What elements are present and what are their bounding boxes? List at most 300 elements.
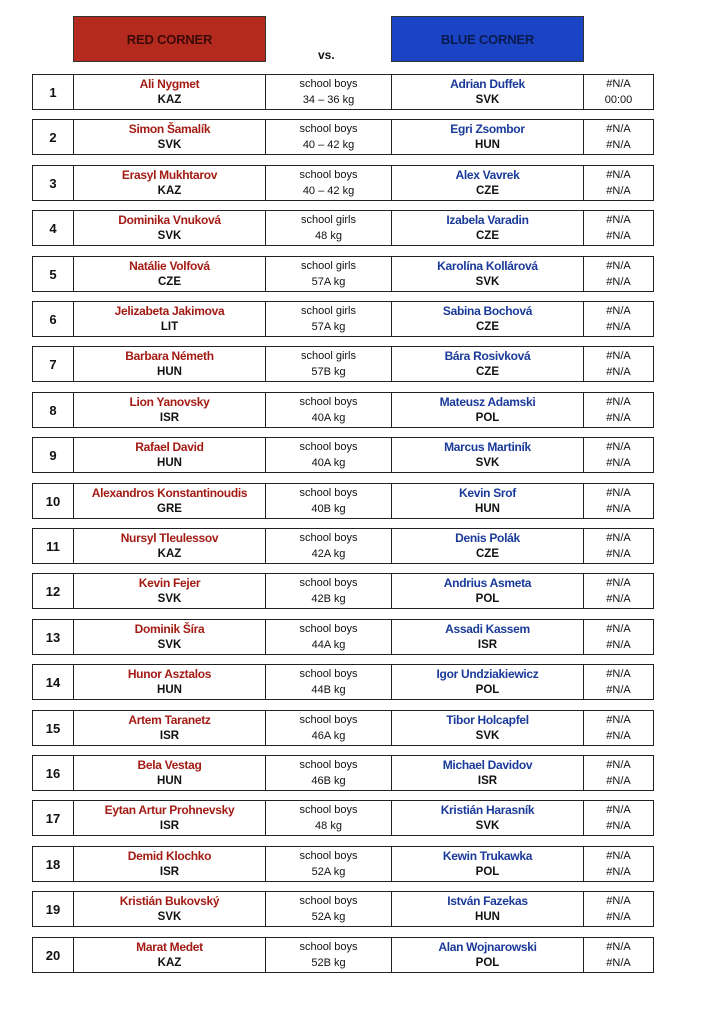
red-fighter-nation: CZE (158, 276, 181, 288)
bout-number: 18 (45, 856, 61, 872)
division-label: school girls (300, 214, 357, 226)
bout-row (32, 755, 654, 791)
result-value: #N/A (606, 123, 631, 135)
blue-fighter-cell (392, 620, 584, 654)
red-fighter-cell (74, 438, 266, 472)
red-fighter-cell (74, 393, 266, 427)
division-label: school boys (299, 487, 358, 499)
blue-fighter-nation: HUN (475, 503, 500, 515)
result-cell (584, 211, 653, 245)
red-fighter-name: Dominik Šíra (134, 622, 205, 636)
bout-number-cell (33, 574, 74, 608)
result-value: #N/A (606, 169, 631, 181)
vs-label: vs. (318, 48, 335, 62)
red-fighter-name: Erasyl Mukhtarov (121, 168, 218, 182)
blue-fighter-cell (392, 756, 584, 790)
result-value: #N/A (606, 260, 631, 272)
bout-row (32, 119, 654, 155)
bout-row (32, 483, 654, 519)
red-fighter-name: Lion Yanovsky (129, 395, 210, 409)
red-fighter-cell (74, 529, 266, 563)
red-corner-header: RED CORNER (73, 16, 266, 62)
bout-sheet-header (0, 0, 702, 70)
blue-fighter-cell (392, 438, 584, 472)
blue-corner-header: BLUE CORNER (391, 16, 584, 62)
weight-class: 40A kg (311, 412, 346, 424)
result-time: #N/A (606, 412, 631, 424)
bout-row (32, 846, 654, 882)
bout-number-cell (33, 529, 74, 563)
red-fighter-cell (74, 665, 266, 699)
blue-fighter-name: Bára Rosivková (444, 349, 531, 363)
bout-number-cell (33, 484, 74, 518)
result-value: #N/A (606, 895, 631, 907)
division-label: school boys (299, 668, 358, 680)
weight-class: 52A kg (311, 911, 346, 923)
blue-fighter-name: Michael Davidov (442, 758, 533, 772)
blue-fighter-nation: POL (475, 412, 500, 424)
red-fighter-nation: HUN (157, 684, 182, 696)
red-fighter-cell (74, 847, 266, 881)
red-fighter-nation: LIT (160, 321, 179, 333)
blue-fighter-cell (392, 166, 584, 200)
category-cell (266, 484, 392, 518)
bout-row (32, 800, 654, 836)
result-value: #N/A (606, 305, 631, 317)
bout-number: 17 (45, 810, 61, 826)
division-label: school boys (299, 577, 358, 589)
weight-class: 42B kg (311, 593, 346, 605)
result-cell (584, 574, 653, 608)
blue-fighter-cell (392, 847, 584, 881)
bout-number-cell (33, 257, 74, 291)
bout-number: 8 (49, 402, 57, 418)
category-cell (266, 393, 392, 427)
weight-class: 52B kg (311, 957, 346, 969)
bout-number: 10 (45, 493, 61, 509)
result-cell (584, 938, 653, 972)
blue-fighter-name: Izabela Varadin (446, 213, 529, 227)
result-value: #N/A (606, 487, 631, 499)
division-label: school boys (299, 623, 358, 635)
result-cell (584, 438, 653, 472)
bout-number: 2 (49, 129, 57, 145)
blue-fighter-cell (392, 529, 584, 563)
bout-row (32, 346, 654, 382)
blue-fighter-name: Egri Zsombor (450, 122, 525, 136)
result-cell (584, 393, 653, 427)
red-fighter-name: Ali Nygmet (139, 77, 200, 91)
bout-number: 15 (45, 720, 61, 736)
blue-fighter-cell (392, 574, 584, 608)
blue-fighter-cell (392, 211, 584, 245)
weight-class: 48 kg (315, 230, 342, 242)
red-fighter-name: Marat Medet (136, 940, 203, 954)
result-time: #N/A (606, 775, 631, 787)
bout-number-cell (33, 892, 74, 926)
weight-class: 34 – 36 kg (302, 94, 355, 106)
category-cell (266, 166, 392, 200)
red-fighter-name: Artem Taranetz (128, 713, 211, 727)
result-value: #N/A (606, 668, 631, 680)
red-fighter-cell (74, 211, 266, 245)
category-cell (266, 529, 392, 563)
weight-class: 40A kg (311, 457, 346, 469)
bout-number-cell (33, 347, 74, 381)
division-label: school girls (300, 350, 357, 362)
blue-fighter-nation: SVK (475, 820, 500, 832)
result-value: #N/A (606, 350, 631, 362)
blue-fighter-cell (392, 938, 584, 972)
blue-fighter-nation: CZE (476, 321, 499, 333)
bout-number: 12 (45, 583, 61, 599)
result-time: #N/A (606, 866, 631, 878)
result-cell (584, 75, 653, 109)
red-fighter-nation: HUN (157, 775, 182, 787)
bout-number: 9 (49, 447, 57, 463)
blue-fighter-name: Adrian Duffek (450, 77, 525, 91)
bout-row (32, 165, 654, 201)
category-cell (266, 620, 392, 654)
blue-fighter-cell (392, 393, 584, 427)
red-fighter-nation: ISR (159, 820, 180, 832)
category-cell (266, 711, 392, 745)
blue-fighter-name: Kewin Trukawka (442, 849, 533, 863)
weight-class: 57B kg (311, 366, 346, 378)
blue-fighter-cell (392, 892, 584, 926)
blue-fighter-nation: CZE (476, 366, 499, 378)
result-cell (584, 801, 653, 835)
bout-number: 19 (45, 901, 61, 917)
result-time: #N/A (606, 684, 631, 696)
blue-fighter-nation: SVK (475, 730, 500, 742)
red-fighter-nation: SVK (157, 230, 182, 242)
red-fighter-cell (74, 302, 266, 336)
weight-class: 40 – 42 kg (302, 185, 355, 197)
bout-row (32, 619, 654, 655)
blue-fighter-cell (392, 257, 584, 291)
red-fighter-nation: ISR (159, 730, 180, 742)
bout-number-cell (33, 75, 74, 109)
red-fighter-cell (74, 711, 266, 745)
blue-fighter-name: Marcus Martiník (444, 440, 531, 454)
bout-row (32, 664, 654, 700)
result-cell (584, 484, 653, 518)
red-fighter-nation: GRE (157, 503, 182, 515)
red-fighter-name: Barbara Németh (125, 349, 214, 363)
red-fighter-cell (74, 120, 266, 154)
weight-class: 57A kg (311, 321, 346, 333)
result-time: #N/A (606, 321, 631, 333)
result-cell (584, 166, 653, 200)
red-fighter-cell (74, 75, 266, 109)
result-value: #N/A (606, 396, 631, 408)
blue-fighter-nation: SVK (475, 276, 500, 288)
bout-number: 3 (49, 175, 57, 191)
blue-fighter-cell (392, 120, 584, 154)
blue-fighter-cell (392, 75, 584, 109)
result-time: #N/A (606, 276, 631, 288)
result-time: #N/A (606, 366, 631, 378)
blue-fighter-nation: ISR (477, 775, 498, 787)
bout-number: 7 (49, 356, 57, 372)
red-fighter-cell (74, 620, 266, 654)
blue-fighter-name: Kristián Harasník (440, 803, 535, 817)
red-fighter-nation: HUN (157, 457, 182, 469)
red-fighter-cell (74, 166, 266, 200)
bout-row (32, 301, 654, 337)
division-label: school boys (299, 895, 358, 907)
bout-number: 6 (49, 311, 57, 327)
bout-number: 1 (49, 84, 57, 100)
result-time: #N/A (606, 230, 631, 242)
result-time: #N/A (606, 957, 631, 969)
blue-fighter-cell (392, 302, 584, 336)
blue-fighter-nation: POL (475, 593, 500, 605)
result-time: #N/A (606, 139, 631, 151)
weight-class: 40B kg (311, 503, 346, 515)
division-label: school boys (299, 759, 358, 771)
result-cell (584, 302, 653, 336)
blue-fighter-cell (392, 347, 584, 381)
blue-fighter-cell (392, 665, 584, 699)
division-label: school boys (299, 169, 358, 181)
category-cell (266, 574, 392, 608)
division-label: school boys (299, 78, 358, 90)
result-cell (584, 892, 653, 926)
category-cell (266, 938, 392, 972)
result-time: #N/A (606, 185, 631, 197)
blue-fighter-cell (392, 484, 584, 518)
bout-number: 4 (49, 220, 57, 236)
result-time: #N/A (606, 548, 631, 560)
result-cell (584, 665, 653, 699)
red-fighter-name: Hunor Asztalos (127, 667, 212, 681)
blue-fighter-nation: HUN (475, 139, 500, 151)
division-label: school boys (299, 850, 358, 862)
category-cell (266, 211, 392, 245)
result-cell (584, 756, 653, 790)
result-value: #N/A (606, 804, 631, 816)
division-label: school girls (300, 305, 357, 317)
result-cell (584, 620, 653, 654)
bout-number: 11 (46, 538, 60, 554)
red-fighter-nation: KAZ (157, 957, 182, 969)
blue-fighter-name: Mateusz Adamski (439, 395, 536, 409)
blue-fighter-nation: SVK (475, 94, 500, 106)
category-cell (266, 120, 392, 154)
red-fighter-cell (74, 484, 266, 518)
division-label: school boys (299, 532, 358, 544)
red-fighter-name: Eytan Artur Prohnevsky (104, 803, 235, 817)
blue-fighter-name: Alan Wojnarowski (438, 940, 537, 954)
red-fighter-name: Natálie Volfová (129, 259, 210, 273)
weight-class: 42A kg (311, 548, 346, 560)
red-fighter-cell (74, 574, 266, 608)
weight-class: 44A kg (311, 639, 346, 651)
red-fighter-name: Simon Šamalík (128, 122, 211, 136)
blue-fighter-nation: SVK (475, 457, 500, 469)
red-fighter-name: Rafael David (135, 440, 204, 454)
result-value: #N/A (606, 623, 631, 635)
result-time: #N/A (606, 593, 631, 605)
red-fighter-nation: ISR (159, 412, 180, 424)
weight-class: 40 – 42 kg (302, 139, 355, 151)
red-fighter-nation: ISR (159, 866, 180, 878)
result-value: #N/A (606, 714, 631, 726)
result-time: 00:00 (604, 94, 633, 106)
weight-class: 48 kg (315, 820, 342, 832)
division-label: school boys (299, 441, 358, 453)
bout-row (32, 256, 654, 292)
red-fighter-cell (74, 257, 266, 291)
blue-fighter-nation: ISR (477, 639, 498, 651)
bout-row (32, 528, 654, 564)
red-fighter-nation: KAZ (157, 548, 182, 560)
bout-number: 20 (45, 947, 61, 963)
bout-number-cell (33, 756, 74, 790)
red-fighter-name: Alexandros Konstantinoudis (91, 486, 248, 500)
result-cell (584, 257, 653, 291)
result-value: #N/A (606, 532, 631, 544)
blue-fighter-name: Kevin Srof (458, 486, 516, 500)
result-value: #N/A (606, 759, 631, 771)
weight-class: 46A kg (311, 730, 346, 742)
result-time: #N/A (606, 639, 631, 651)
red-fighter-name: Nursyl Tleulessov (120, 531, 219, 545)
category-cell (266, 892, 392, 926)
division-label: school boys (299, 804, 358, 816)
bout-number-cell (33, 166, 74, 200)
result-time: #N/A (606, 503, 631, 515)
blue-fighter-cell (392, 711, 584, 745)
result-time: #N/A (606, 457, 631, 469)
result-cell (584, 120, 653, 154)
red-fighter-cell (74, 938, 266, 972)
result-time: #N/A (606, 820, 631, 832)
blue-fighter-nation: POL (475, 957, 500, 969)
red-fighter-nation: HUN (157, 366, 182, 378)
red-fighter-name: Jelizabeta Jakimova (114, 304, 225, 318)
red-fighter-name: Bela Vestag (137, 758, 202, 772)
bout-row (32, 710, 654, 746)
result-value: #N/A (606, 577, 631, 589)
division-label: school boys (299, 396, 358, 408)
blue-fighter-name: Igor Undziakiewicz (436, 667, 539, 681)
red-fighter-nation: SVK (157, 139, 182, 151)
red-fighter-cell (74, 892, 266, 926)
blue-fighter-nation: HUN (475, 911, 500, 923)
blue-fighter-name: Andrius Asmeta (443, 576, 532, 590)
red-fighter-name: Demid Klochko (127, 849, 212, 863)
bout-row (32, 210, 654, 246)
red-fighter-nation: KAZ (157, 94, 182, 106)
red-fighter-nation: SVK (157, 593, 182, 605)
blue-fighter-nation: CZE (476, 548, 499, 560)
blue-fighter-name: Sabina Bochová (442, 304, 533, 318)
result-cell (584, 347, 653, 381)
category-cell (266, 665, 392, 699)
bout-row (32, 891, 654, 927)
result-value: #N/A (606, 941, 631, 953)
bout-number-cell (33, 938, 74, 972)
bout-number-cell (33, 393, 74, 427)
category-cell (266, 302, 392, 336)
blue-fighter-name: Alex Vavrek (455, 168, 520, 182)
weight-class: 44B kg (311, 684, 346, 696)
blue-fighter-name: István Fazekas (447, 894, 528, 908)
bout-number: 5 (49, 266, 57, 282)
bout-number-cell (33, 211, 74, 245)
red-fighter-name: Kevin Fejer (138, 576, 201, 590)
result-value: #N/A (606, 214, 631, 226)
bout-number-cell (33, 847, 74, 881)
bout-row (32, 74, 654, 110)
blue-fighter-cell (392, 801, 584, 835)
division-label: school boys (299, 941, 358, 953)
result-cell (584, 711, 653, 745)
red-fighter-nation: SVK (157, 639, 182, 651)
blue-fighter-name: Denis Polák (455, 531, 520, 545)
bout-number: 14 (45, 674, 61, 690)
division-label: school girls (300, 260, 357, 272)
blue-fighter-nation: POL (475, 684, 500, 696)
result-cell (584, 847, 653, 881)
category-cell (266, 801, 392, 835)
division-label: school boys (299, 123, 358, 135)
red-fighter-nation: KAZ (157, 185, 182, 197)
category-cell (266, 347, 392, 381)
result-value: #N/A (606, 850, 631, 862)
result-time: #N/A (606, 911, 631, 923)
bout-number: 13 (45, 629, 61, 645)
category-cell (266, 75, 392, 109)
blue-fighter-nation: POL (475, 866, 500, 878)
red-fighter-cell (74, 756, 266, 790)
red-fighter-cell (74, 801, 266, 835)
weight-class: 52A kg (311, 866, 346, 878)
weight-class: 57A kg (311, 276, 346, 288)
red-fighter-name: Kristián Bukovský (119, 894, 220, 908)
bout-row (32, 573, 654, 609)
bout-row (32, 437, 654, 473)
bout-number: 16 (45, 765, 61, 781)
result-value: #N/A (606, 441, 631, 453)
bout-number-cell (33, 438, 74, 472)
blue-fighter-nation: CZE (476, 185, 499, 197)
bout-number-cell (33, 801, 74, 835)
red-fighter-cell (74, 347, 266, 381)
blue-fighter-name: Tibor Holcapfel (446, 713, 529, 727)
blue-fighter-nation: CZE (476, 230, 499, 242)
category-cell (266, 257, 392, 291)
category-cell (266, 847, 392, 881)
category-cell (266, 756, 392, 790)
bout-number-cell (33, 620, 74, 654)
bout-row (32, 392, 654, 428)
bout-row (32, 937, 654, 973)
red-fighter-name: Dominika Vnuková (118, 213, 221, 227)
result-value: #N/A (606, 78, 631, 90)
division-label: school boys (299, 714, 358, 726)
bout-number-cell (33, 302, 74, 336)
category-cell (266, 438, 392, 472)
result-time: #N/A (606, 730, 631, 742)
bout-number-cell (33, 711, 74, 745)
result-cell (584, 529, 653, 563)
weight-class: 46B kg (311, 775, 346, 787)
blue-fighter-name: Assadi Kassem (445, 622, 530, 636)
